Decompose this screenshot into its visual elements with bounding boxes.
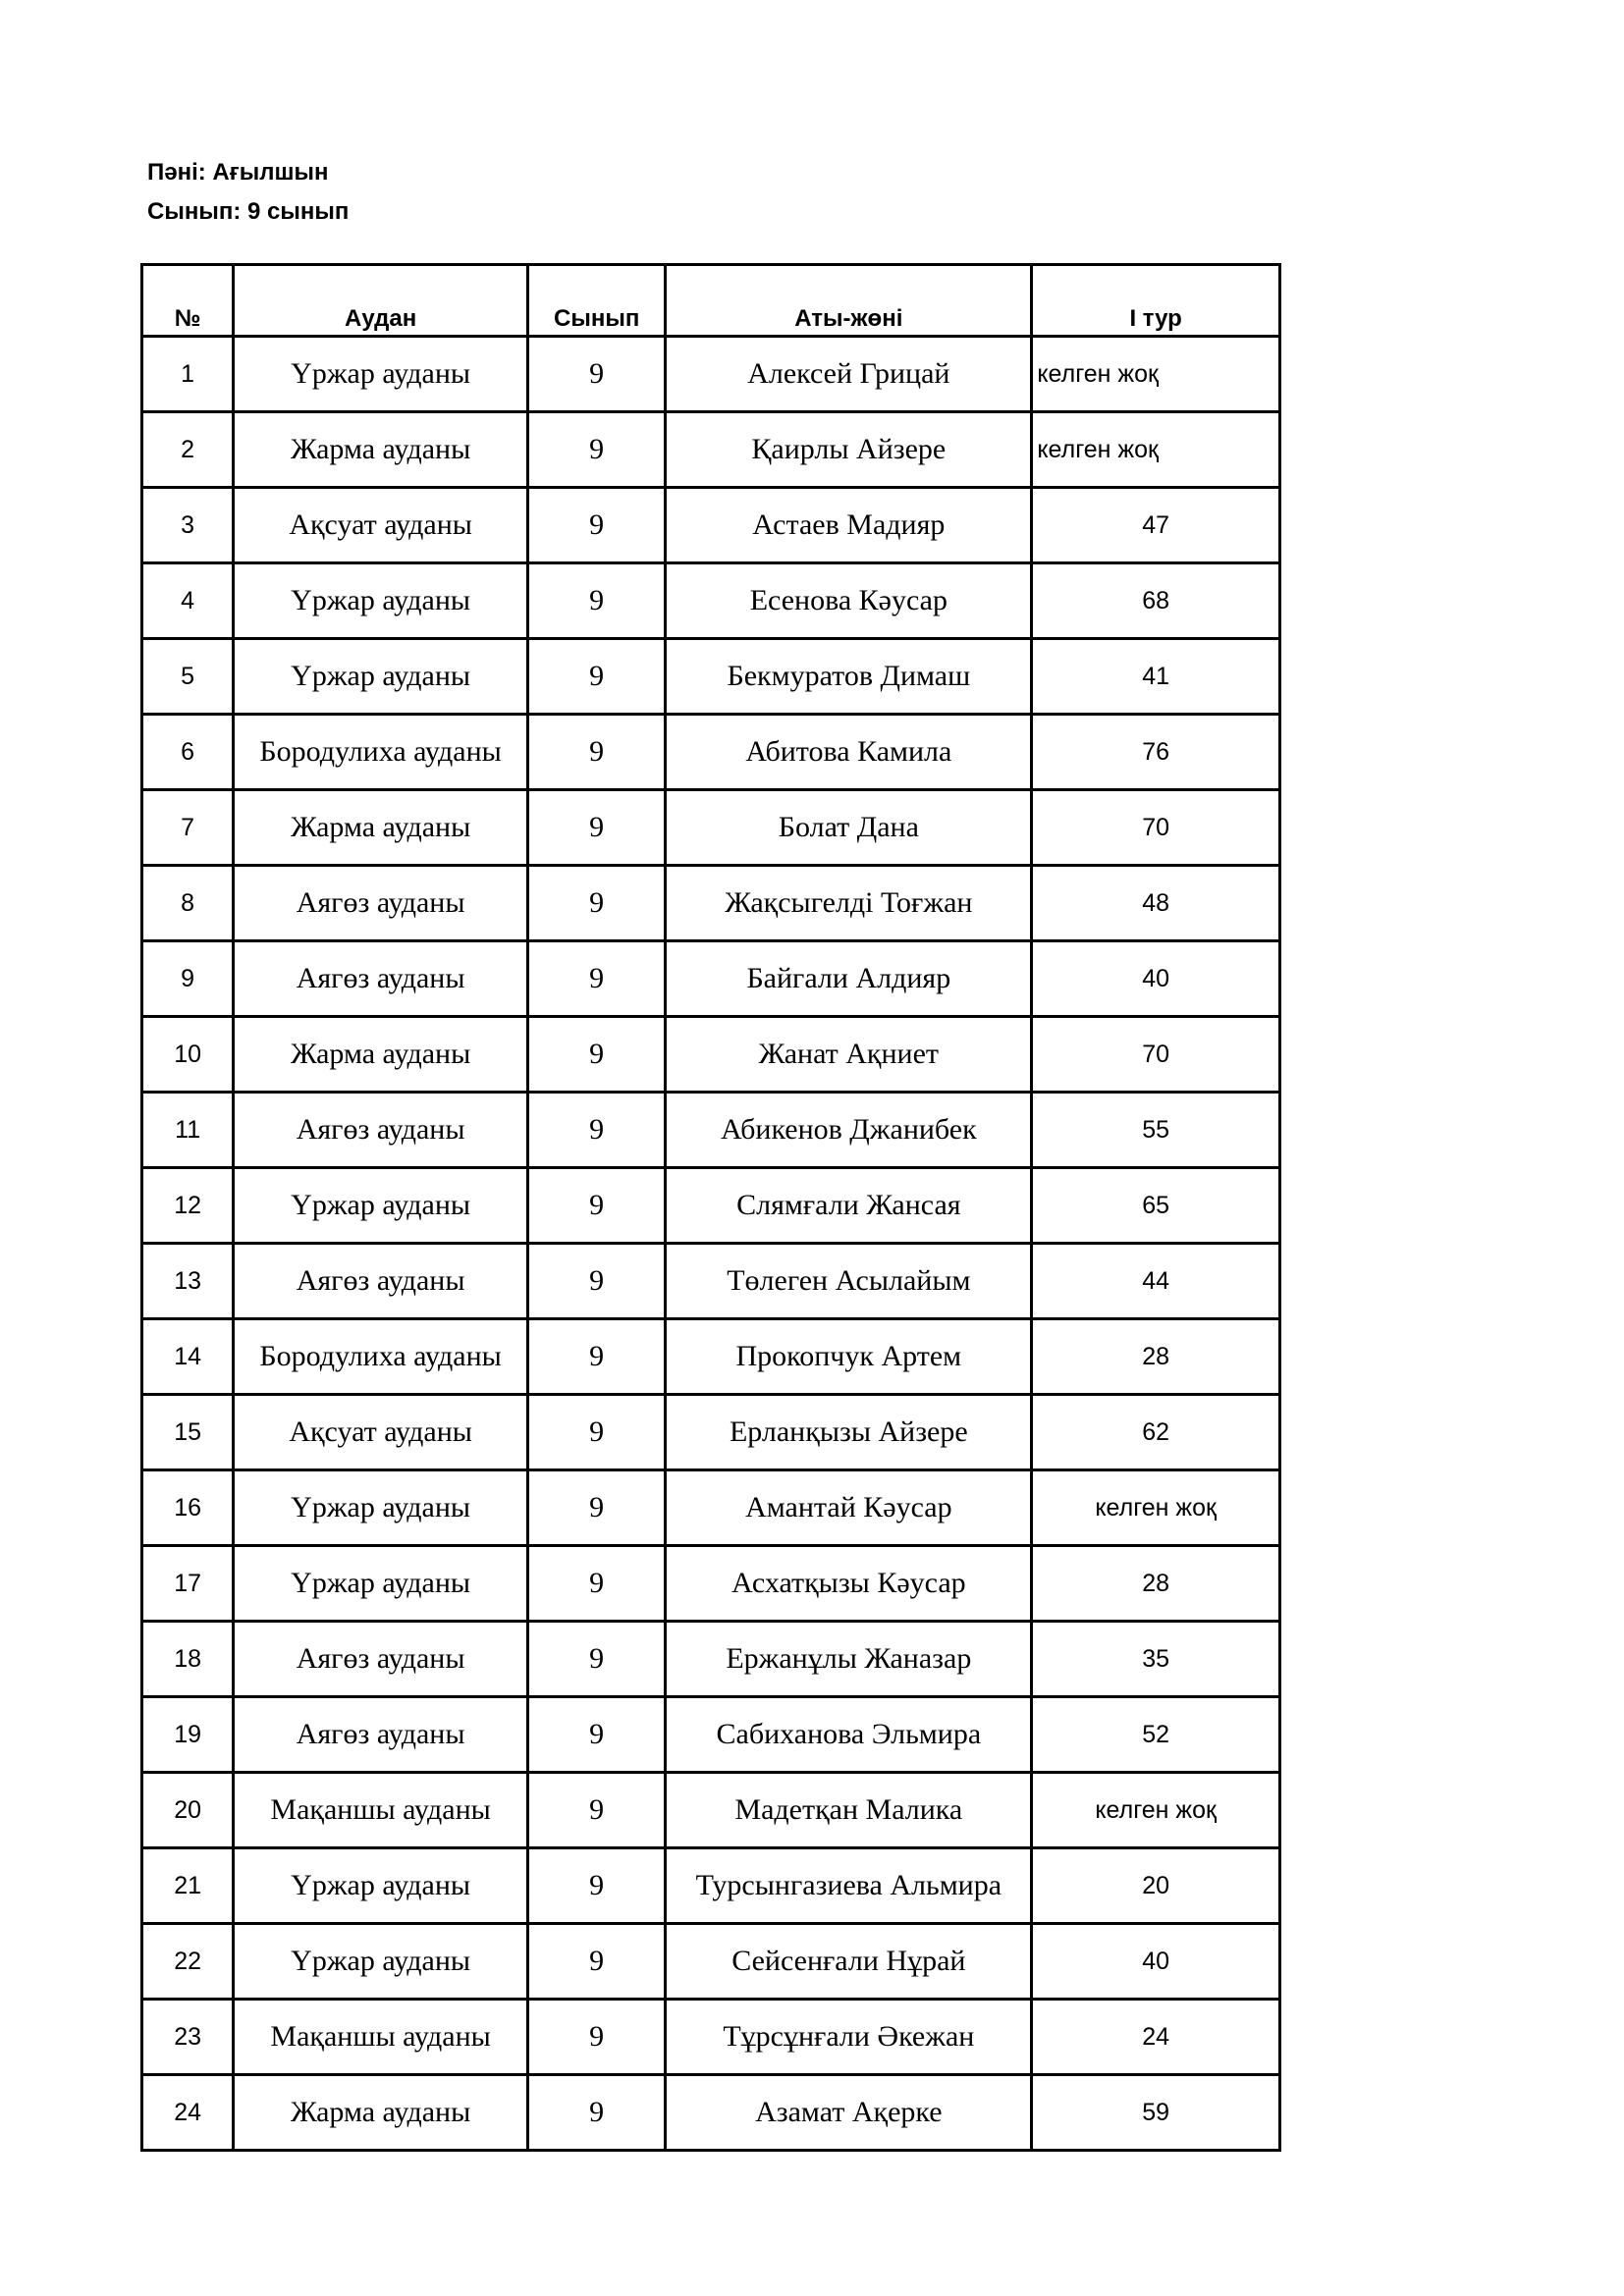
score-cell: келген жоқ [1032, 1773, 1280, 1848]
score-cell: келген жоқ [1032, 1470, 1280, 1546]
grade-cell: 9 [528, 2075, 666, 2151]
district-cell: Аягөз ауданы [234, 1093, 528, 1168]
student-name-cell: Астаев Мадияр [666, 488, 1032, 563]
grade-cell: 9 [528, 1546, 666, 1622]
row-number: 18 [142, 1622, 234, 1697]
student-name-cell: Мадетқан Малика [666, 1773, 1032, 1848]
grade-cell: 9 [528, 1924, 666, 2000]
district-cell: Ақсуат ауданы [234, 488, 528, 563]
district-cell: Жарма ауданы [234, 2075, 528, 2151]
row-number: 4 [142, 563, 234, 639]
score-cell: 40 [1032, 1924, 1280, 2000]
score-cell: 48 [1032, 866, 1280, 941]
district-cell: Аягөз ауданы [234, 1697, 528, 1773]
district-cell: Мақаншы ауданы [234, 1773, 528, 1848]
district-cell: Аягөз ауданы [234, 1622, 528, 1697]
score-cell: 55 [1032, 1093, 1280, 1168]
student-name-cell: Тұрсұнғали Әкежан [666, 2000, 1032, 2075]
row-number: 19 [142, 1697, 234, 1773]
results-table [140, 263, 1281, 2152]
column-header-round1: І тур [1032, 265, 1280, 337]
grade-cell: 9 [528, 790, 666, 866]
student-name-cell: Қаирлы Айзере [666, 412, 1032, 488]
table-row [142, 2075, 1280, 2151]
table-row [142, 2000, 1280, 2075]
table-row [142, 1244, 1280, 1319]
table-row [142, 790, 1280, 866]
table-row [142, 1697, 1280, 1773]
student-name-cell: Сейсенғали Нұрай [666, 1924, 1032, 2000]
grade-cell: 9 [528, 1622, 666, 1697]
table-row [142, 639, 1280, 715]
student-name-cell: Прокопчук Артем [666, 1319, 1032, 1395]
grade-cell: 9 [528, 1395, 666, 1470]
row-number: 23 [142, 2000, 234, 2075]
district-cell: Мақаншы ауданы [234, 2000, 528, 2075]
table-row [142, 1848, 1280, 1924]
column-header-grade: Сынып [528, 265, 666, 337]
student-name-cell: Болат Дана [666, 790, 1032, 866]
row-number: 22 [142, 1924, 234, 2000]
score-cell: 35 [1032, 1622, 1280, 1697]
score-cell: 47 [1032, 488, 1280, 563]
student-name-cell: Абитова Камила [666, 715, 1032, 790]
student-name-cell: Сабиханова Эльмира [666, 1697, 1032, 1773]
row-number: 17 [142, 1546, 234, 1622]
table-row [142, 1319, 1280, 1395]
grade-cell: 9 [528, 1017, 666, 1093]
table-row [142, 412, 1280, 488]
district-cell: Ақсуат ауданы [234, 1395, 528, 1470]
score-cell: 28 [1032, 1546, 1280, 1622]
district-cell: Бородулиха ауданы [234, 715, 528, 790]
grade-cell: 9 [528, 1697, 666, 1773]
grade-cell: 9 [528, 1244, 666, 1319]
score-cell: 62 [1032, 1395, 1280, 1470]
row-number: 9 [142, 941, 234, 1017]
row-number: 15 [142, 1395, 234, 1470]
row-number: 1 [142, 337, 234, 412]
district-cell: Үржар ауданы [234, 1168, 528, 1244]
score-cell: 70 [1032, 1017, 1280, 1093]
row-number: 21 [142, 1848, 234, 1924]
district-cell: Үржар ауданы [234, 337, 528, 412]
grade-cell: 9 [528, 1319, 666, 1395]
row-number: 13 [142, 1244, 234, 1319]
district-cell: Жарма ауданы [234, 412, 528, 488]
student-name-cell: Есенова Кәусар [666, 563, 1032, 639]
student-name-cell: Байгали Алдияр [666, 941, 1032, 1017]
table-row [142, 1093, 1280, 1168]
table-header-row [142, 265, 1280, 337]
table-row [142, 488, 1280, 563]
row-number: 7 [142, 790, 234, 866]
row-number: 16 [142, 1470, 234, 1546]
grade-cell: 9 [528, 337, 666, 412]
district-cell: Үржар ауданы [234, 563, 528, 639]
document-header [147, 153, 349, 232]
score-cell: 52 [1032, 1697, 1280, 1773]
score-cell: 20 [1032, 1848, 1280, 1924]
score-cell: 41 [1032, 639, 1280, 715]
student-name-cell: Жанат Ақниет [666, 1017, 1032, 1093]
column-header-district: Аудан [234, 265, 528, 337]
row-number: 3 [142, 488, 234, 563]
grade-cell: 9 [528, 412, 666, 488]
row-number: 14 [142, 1319, 234, 1395]
district-cell: Жарма ауданы [234, 1017, 528, 1093]
grade-cell: 9 [528, 2000, 666, 2075]
grade-cell: 9 [528, 1168, 666, 1244]
score-cell: келген жоқ [1032, 337, 1280, 412]
row-number: 11 [142, 1093, 234, 1168]
row-number: 5 [142, 639, 234, 715]
score-cell: келген жоқ [1032, 412, 1280, 488]
grade-cell: 9 [528, 941, 666, 1017]
score-cell: 59 [1032, 2075, 1280, 2151]
row-number: 6 [142, 715, 234, 790]
score-cell: 68 [1032, 563, 1280, 639]
grade-cell: 9 [528, 715, 666, 790]
row-number: 10 [142, 1017, 234, 1093]
score-cell: 40 [1032, 941, 1280, 1017]
district-cell: Үржар ауданы [234, 639, 528, 715]
student-name-cell: Ержанұлы Жаназар [666, 1622, 1032, 1697]
district-cell: Жарма ауданы [234, 790, 528, 866]
student-name-cell: Төлеген Асылайым [666, 1244, 1032, 1319]
grade-cell: 9 [528, 1773, 666, 1848]
column-header-name: Аты-жөні [666, 265, 1032, 337]
table-row [142, 866, 1280, 941]
grade-cell: 9 [528, 639, 666, 715]
score-cell: 70 [1032, 790, 1280, 866]
district-cell: Аягөз ауданы [234, 1244, 528, 1319]
score-cell: 76 [1032, 715, 1280, 790]
table-row [142, 1546, 1280, 1622]
district-cell: Аягөз ауданы [234, 866, 528, 941]
row-number: 12 [142, 1168, 234, 1244]
table-row [142, 1924, 1280, 2000]
column-header-number: № [142, 265, 234, 337]
district-cell: Үржар ауданы [234, 1470, 528, 1546]
student-name-cell: Абикенов Джанибек [666, 1093, 1032, 1168]
student-name-cell: Турсынгазиева Альмира [666, 1848, 1032, 1924]
student-name-cell: Бекмуратов Димаш [666, 639, 1032, 715]
grade-label: Сынып: 9 сынып [147, 198, 350, 225]
grade-cell: 9 [528, 1470, 666, 1546]
grade-cell: 9 [528, 563, 666, 639]
score-cell: 28 [1032, 1319, 1280, 1395]
district-cell: Бородулиха ауданы [234, 1319, 528, 1395]
district-cell: Үржар ауданы [234, 1546, 528, 1622]
table-row [142, 1622, 1280, 1697]
grade-cell: 9 [528, 866, 666, 941]
table-row [142, 941, 1280, 1017]
grade-cell: 9 [528, 1848, 666, 1924]
student-name-cell: Амантай Кәусар [666, 1470, 1032, 1546]
table-row [142, 1470, 1280, 1546]
student-name-cell: Асхатқызы Кәусар [666, 1546, 1032, 1622]
score-cell: 65 [1032, 1168, 1280, 1244]
district-cell: Үржар ауданы [234, 1924, 528, 2000]
subject-label: Пәні: Ағылшын [147, 159, 329, 186]
student-name-cell: Слямғали Жансая [666, 1168, 1032, 1244]
row-number: 8 [142, 866, 234, 941]
table-row [142, 563, 1280, 639]
row-number: 24 [142, 2075, 234, 2151]
table-row [142, 1773, 1280, 1848]
table-row [142, 1168, 1280, 1244]
score-cell: 44 [1032, 1244, 1280, 1319]
student-name-cell: Алексей Грицай [666, 337, 1032, 412]
row-number: 2 [142, 412, 234, 488]
student-name-cell: Жақсыгелді Тоғжан [666, 866, 1032, 941]
table-row [142, 337, 1280, 412]
table-row [142, 1017, 1280, 1093]
district-cell: Аягөз ауданы [234, 941, 528, 1017]
district-cell: Үржар ауданы [234, 1848, 528, 1924]
student-name-cell: Ерланқызы Айзере [666, 1395, 1032, 1470]
grade-cell: 9 [528, 1093, 666, 1168]
row-number: 20 [142, 1773, 234, 1848]
table-row [142, 1395, 1280, 1470]
grade-cell: 9 [528, 488, 666, 563]
student-name-cell: Азамат Ақерке [666, 2075, 1032, 2151]
table-row [142, 715, 1280, 790]
score-cell: 24 [1032, 2000, 1280, 2075]
